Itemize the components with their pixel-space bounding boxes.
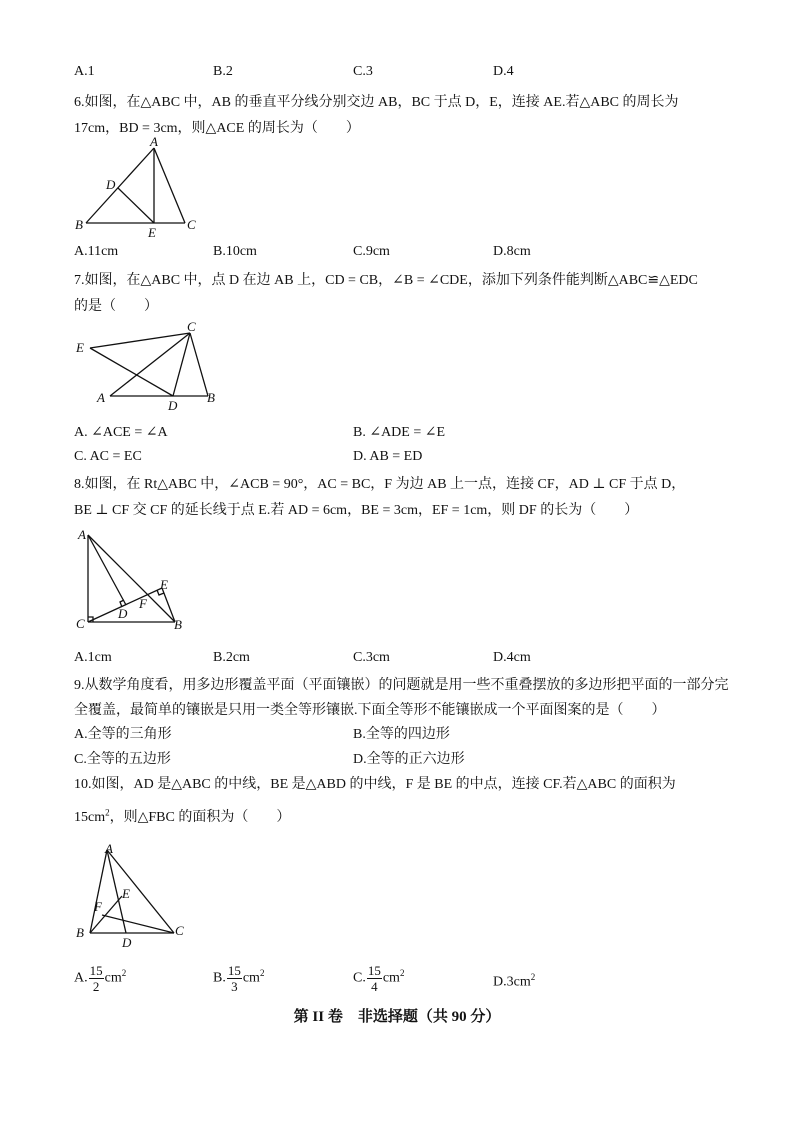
q5-option-d: D.4: [493, 64, 514, 79]
q7-option-b: B. ∠ADE = ∠E: [353, 425, 446, 440]
q8-option-d: D.4cm: [493, 650, 531, 665]
q10-stem-line2: [74, 806, 290, 826]
q8-label-a: A: [78, 527, 86, 542]
q8-figure: [72, 525, 192, 635]
q10-option-c-numerator: 15: [367, 963, 381, 978]
section-title: 第 II 卷 非选择题（共 90 分）: [293, 1009, 501, 1025]
q10-option-c-prefix: C.: [353, 970, 366, 986]
q9-stem-line1: 9.从数学角度看，用多边形覆盖平面（平面镶嵌）的问题就是用一些不重叠摆放的多边形把平面的一部分完: [74, 678, 729, 693]
q10-label-e: E: [122, 886, 130, 901]
q6-option-d: D.8cm: [493, 244, 531, 259]
q10-stem-line1: 10.如图，AD 是△ABC 的中线，BE 是△ABD 的中线，F 是 BE 的中点，连接 CF.若△ABC 的面积为: [74, 777, 676, 792]
q5-option-c: C.3: [353, 64, 373, 79]
q6-option-b: B.10cm: [213, 244, 257, 259]
q9-option-a: A.全等的三角形: [74, 727, 172, 742]
q6-label-a: A: [150, 136, 158, 149]
q6-label-e: E: [148, 225, 156, 238]
q10-option-c-denominator: 4: [371, 979, 378, 994]
q10-option-b-prefix: B.: [213, 970, 226, 986]
q10-option-d-prefix: D.: [493, 974, 507, 990]
q10-label-c: C: [175, 923, 184, 938]
q7-label-d: D: [168, 398, 178, 413]
q6-option-a: A.11cm: [74, 244, 119, 259]
q7-figure: [70, 318, 220, 413]
q8-label-b: B: [174, 617, 182, 632]
q6-label-b: B: [75, 217, 83, 232]
q10-label-b: B: [76, 925, 84, 940]
q10-option-a-exponent: 2: [121, 968, 127, 979]
q10-stem-rest: ，则△FBC 的面积为（ ）: [109, 810, 291, 825]
q7-option-d: D. AB = ED: [353, 449, 423, 464]
q10-option-b-unit: cm: [242, 970, 260, 986]
q10-area-value: 15cm: [74, 810, 106, 825]
q10-option-b-denominator: 3: [231, 979, 238, 994]
q6-label-c: C: [187, 217, 196, 232]
q10-area-exponent: 2: [105, 807, 110, 818]
q8-label-c: C: [76, 616, 85, 631]
q5-option-a: A.1: [74, 64, 95, 79]
q10-option-a-numerator: 15: [89, 963, 103, 978]
q7-label-e: E: [76, 340, 84, 355]
q9-option-c: C.全等的五边形: [74, 752, 171, 767]
q8-label-e: E: [160, 577, 168, 592]
q10-option-d-unit: 3cm: [506, 974, 531, 990]
q10-option-a-fraction: [89, 964, 104, 993]
q10-option-b-fraction: [227, 964, 242, 993]
q10-option-c-unit: cm: [382, 970, 400, 986]
q7-option-c: C. AC = EC: [74, 449, 142, 464]
q5-option-b: B.2: [213, 64, 233, 79]
q6-stem-line1: 6.如图，在△ABC 中，AB 的垂直平分线分别交边 AB，BC 于点 D，E，连接 AE.若△ABC 的周长为: [74, 95, 679, 110]
q8-option-b: B.2cm: [213, 650, 250, 665]
q8-stem-line2: BE ⊥ CF 交 CF 的延长线于点 E.若 AD = 6cm，BE = 3cm，EF = 1cm，则 DF 的长为（ ）: [74, 503, 639, 518]
q9-stem-line2: 全覆盖，最简单的镶嵌是只用一类全等形镶嵌.下面全等形不能镶嵌成一个平面图案的是（ ）: [74, 703, 666, 718]
q8-option-a: A.1cm: [74, 650, 112, 665]
q6-option-c: C.9cm: [353, 244, 390, 259]
q10-option-b: [213, 964, 264, 993]
q10-option-b-exponent: 2: [259, 968, 265, 979]
q7-label-c: C: [187, 319, 196, 334]
q7-option-a: A. ∠ACE = ∠A: [74, 425, 168, 440]
q7-stem-line2: 的是（ ）: [74, 299, 158, 314]
q8-label-f: F: [139, 596, 147, 611]
q10-option-a-prefix: A.: [74, 970, 88, 986]
q10-option-a: [74, 964, 126, 993]
q7-label-a: A: [97, 390, 105, 405]
q9-option-b: B.全等的四边形: [353, 727, 450, 742]
q10-option-a-denominator: 2: [92, 979, 100, 994]
q6-label-d: D: [106, 177, 116, 192]
q10-option-d: [493, 972, 535, 991]
q10-option-a-unit: cm: [104, 970, 122, 986]
q10-figure: [70, 838, 195, 950]
q10-option-c-fraction: [367, 964, 382, 993]
q10-option-c-exponent: 2: [399, 968, 405, 979]
q10-option-d-exponent: 2: [530, 972, 536, 982]
q10-label-a: A: [105, 841, 113, 856]
q6-figure: [72, 136, 202, 238]
q6-stem-line2: 17cm，BD = 3cm，则△ACE 的周长为（ ）: [74, 121, 360, 136]
q8-label-d: D: [118, 606, 128, 621]
q10-option-c: [353, 964, 404, 993]
q10-label-d: D: [122, 935, 132, 950]
q8-option-c: C.3cm: [353, 650, 390, 665]
q10-label-f: F: [94, 899, 102, 914]
q10-option-b-numerator: 15: [227, 963, 241, 978]
q9-option-d: D.全等的正六边形: [353, 752, 465, 767]
q8-stem-line1: 8.如图，在 Rt△ABC 中，∠ACB = 90°，AC = BC，F 为边 AB 上一点，连接 CF，AD ⊥ CF 于点 D，: [74, 477, 686, 492]
q7-label-b: B: [207, 390, 215, 405]
q7-stem-line1: 7.如图，在△ABC 中，点 D 在边 AB 上，CD = CB，∠B = ∠CDE，添加下列条件能判断△ABC≌△EDC: [74, 273, 698, 288]
